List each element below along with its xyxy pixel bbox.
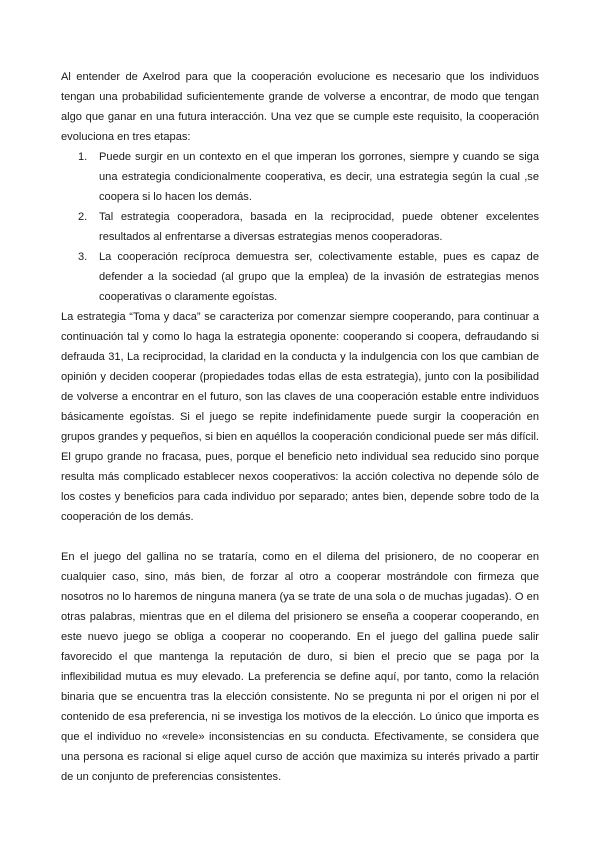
gallina-paragraph: En el juego del gallina no se trataría, como en el dilema del prisionero, de no cooperar en cualquier caso, sino, más bien, de forzar al otro a cooperar mostrándole con firmeza que nosotros no lo haremos de ninguna manera (ya se trate de una sola o de muchas jugadas). O en otras palabras, mientras que en el dilema del prisionero se enseña a cooperar cooperando, en este nuevo juego se obliga a cooperar no cooperando. En el juego del gallina puede salir favorecido el que mantenga la reputación de duro, si bien el precio que se paga por la inflexibilidad mutua es muy elevado. La preferencia se define aquí, por tanto, como la relación binaria que se encuentra tras la elección consistente. No se pregunta ni por el origen ni por el contenido de esa preferencia, ni se investiga los motivos de la elección. Lo único que importa es que el individuo no «revele» inconsistencias en su conducta. Efectivamente, se considera que una persona es racional si elige aquel curso de acción que maximiza su interés privado a partir de un conjunto de preferencias consistentes. [61, 551, 539, 783]
list-item-number: 3. [78, 251, 88, 263]
stages-list [61, 147, 539, 307]
toma-y-daca-paragraph: La estrategia “Toma y daca” se caracteriza por comenzar siempre cooperando, para continuar a continuación tal y como lo haga la estrategia oponente: cooperando si coopera, defraudando si defrauda 31, La reciprocidad, la claridad en la conducta y la indulgencia con los que cambian de opinión y deciden cooperar (propiedades todas ellas de esta estrategia), junto con la posibilidad de volverse a encontrar en el futuro, son las claves de una cooperación estable entre individuos básicamente egoístas. Si el juego se repite indefinidamente puede surgir la cooperación en grupos grandes y pequeños, si bien en aquéllos la cooperación condicional puede ser más difícil. El grupo grande no fracasa, pues, porque el beneficio neto individual sea reducido sino porque resulta más complicado establecer nexos cooperativos: la acción colectiva no depende sólo de los costes y beneficios para cada individuo por separado; antes bien, depende sobre todo de la cooperación de los demás. [61, 311, 539, 523]
list-item [78, 207, 539, 247]
list-item [78, 147, 539, 207]
list-item-text: Tal estrategia cooperadora, basada en la reciprocidad, puede obtener excelentes resultados al enfrentarse a diversas estrategias menos cooperadoras. [99, 211, 539, 243]
intro-paragraph: Al entender de Axelrod para que la cooperación evolucione es necesario que los individuos tengan una probabilidad suficientemente grande de volverse a encontrar, de modo que tengan algo que ganar en una futura interacción. Una vez que se cumple este requisito, la cooperación evoluciona en tres etapas: [61, 71, 539, 143]
list-item-number: 2. [78, 211, 88, 223]
document-body [61, 67, 539, 787]
list-item-text: Puede surgir en un contexto en el que imperan los gorrones, siempre y cuando se siga una estrategia condicionalmente cooperativa, es decir, una estrategia según la cual ,se coopera si lo hacen los demás. [99, 151, 539, 203]
list-item-text: La cooperación recíproca demuestra ser, colectivamente estable, pues es capaz de defender a la sociedad (al grupo que la emplea) de la invasión de estrategias menos cooperativas o claramente egoístas. [99, 251, 539, 303]
list-item [78, 247, 539, 307]
list-item-number: 1. [78, 151, 88, 163]
paragraph-spacer [61, 527, 539, 547]
